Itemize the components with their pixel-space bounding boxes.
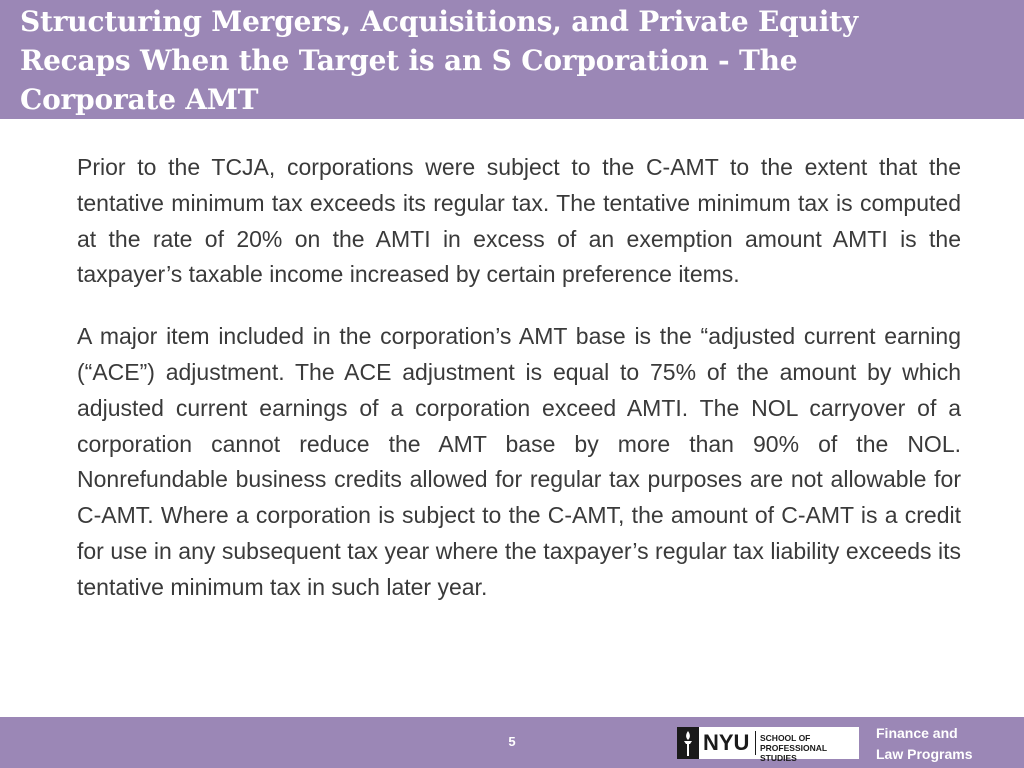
slide-body [77, 150, 961, 632]
nyu-wordmark: NYU [703, 730, 750, 755]
logo-divider [755, 731, 756, 755]
nyu-sps-logo [677, 727, 859, 763]
program-name: Finance and Law Programs [876, 725, 973, 762]
school-name: SCHOOL OF PROFESSIONAL STUDIES [760, 733, 827, 763]
nyu-torch-icon [677, 727, 699, 759]
page-number: 5 [508, 734, 516, 749]
slide-title: Structuring Mergers, Acquisitions, and Private Equity Recaps When the Target is an S Corporation - The Corporate AMT [20, 5, 858, 116]
body-paragraph-1: Prior to the TCJA, corporations were subject to the C-AMT to the extent that the tentative minimum tax exceeds its regular tax. The tentative minimum tax is computed at the rate of 20% on the AMTI in excess of an exemption amount AMTI is the taxpayer’s taxable income increased by certain preference items. [77, 154, 961, 288]
title-bar [0, 0, 1024, 119]
body-paragraph-2: A major item included in the corporation’s AMT base is the “adjusted current earning (“ACE”) adjustment. The ACE adjustment is equal to 75% of the amount by which adjusted current earnings of a corporation exceed AMTI. The NOL carryover of a corporation cannot reduce the AMT base by more than 90% of the NOL. Nonrefundable business credits allowed for regular tax purposes are not allowable for C-AMT. Where a corporation is subject to the C-AMT, the amount of C-AMT is a credit for use in any subsequent tax year where the taxpayer’s regular tax liability exceeds its tentative minimum tax in such later year. [77, 323, 961, 600]
